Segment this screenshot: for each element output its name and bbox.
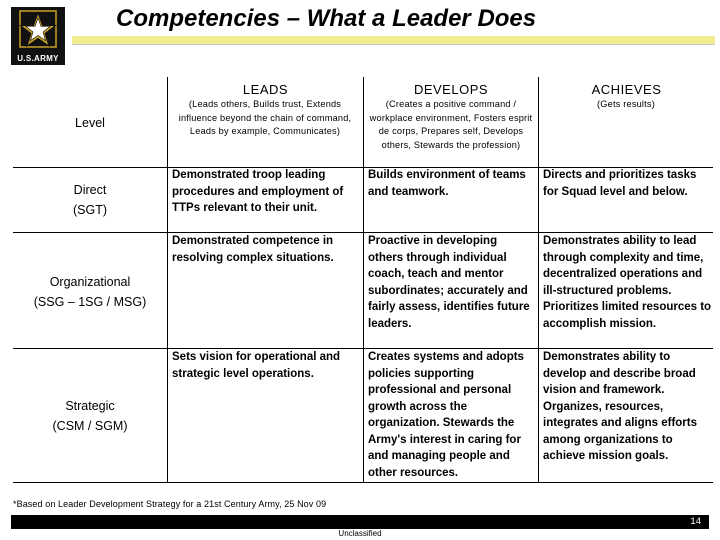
row-label-direct — [13, 180, 167, 220]
column-subtitle-develops: (Creates a positive command / workplace environment, Fosters esprit de corps, Prepares self, Develops others, Stewards the profession) — [369, 99, 533, 150]
table-divider — [13, 482, 713, 483]
army-star-icon — [11, 7, 65, 53]
footer-bar — [11, 515, 709, 529]
strategic-leads-cell: Sets vision for operational and strategic level operations. — [172, 351, 341, 380]
strategic-achieves-cell: Demonstrates ability to develop and describe broad vision and framework. Organizes, resources, integrates and aligns efforts among organizations to achieve mission goals. — [543, 351, 698, 462]
direct-leads-cell: Demonstrated troop leading procedures and employment of TTPs relevant to their unit. — [172, 169, 344, 214]
organizational-leads-cell: Demonstrated competence in resolving complex situations. — [172, 235, 334, 264]
column-subtitle-achieves: (Gets results) — [597, 99, 655, 109]
strategic-develops-cell: Creates systems and adopts policies supporting professional and personal growth across the organization. Stewards the Army's interest in caring for and managing people and other resources. — [368, 351, 524, 479]
classification-label: Unclassified — [338, 529, 382, 538]
direct-develops-cell: Builds environment of teams and teamwork. — [368, 169, 526, 198]
column-header-achieves: ACHIEVES — [591, 82, 662, 97]
row-label-organizational — [13, 272, 167, 312]
page-title: Competencies – What a Leader Does — [116, 5, 537, 32]
footnote: *Based on Leader Development Strategy for a 21st Century Army, 25 Nov 09 — [13, 499, 327, 509]
row-label-level: Level — [75, 116, 105, 130]
title-underline-shadow — [72, 44, 715, 45]
table-divider — [167, 77, 168, 482]
column-header-develops: DEVELOPS — [413, 82, 489, 97]
army-logo — [11, 7, 65, 65]
column-subtitle-leads: (Leads others, Builds trust, Extends influence beyond the chain of command, Leads by example, Communicates) — [178, 99, 352, 137]
row-label-direct-text: Direct (SGT) — [72, 183, 108, 217]
direct-achieves-cell: Directs and prioritizes tasks for Squad level and below. — [543, 169, 697, 198]
table-divider — [538, 77, 539, 482]
column-header-leads: LEADS — [242, 82, 289, 97]
table-divider — [363, 77, 364, 482]
row-label-strategic-text: Strategic (CSM / SGM) — [52, 399, 128, 433]
title-underline — [72, 36, 715, 44]
organizational-develops-cell: Proactive in developing others through individual coach, teach and mentor subordinates; accurately and fairly assess, identifies future leaders. — [368, 235, 530, 330]
organizational-achieves-cell: Demonstrates ability to lead through complexity and time, decentralized operations and ill-structured problems. Prioritizes limited resources to accomplish mission. — [543, 235, 712, 330]
row-label-strategic — [13, 396, 167, 436]
row-label-organizational-text: Organizational (SSG – 1SG / MSG) — [33, 275, 147, 309]
logo-text: U.S.ARMY — [17, 54, 59, 63]
page-number: 14 — [690, 516, 701, 527]
